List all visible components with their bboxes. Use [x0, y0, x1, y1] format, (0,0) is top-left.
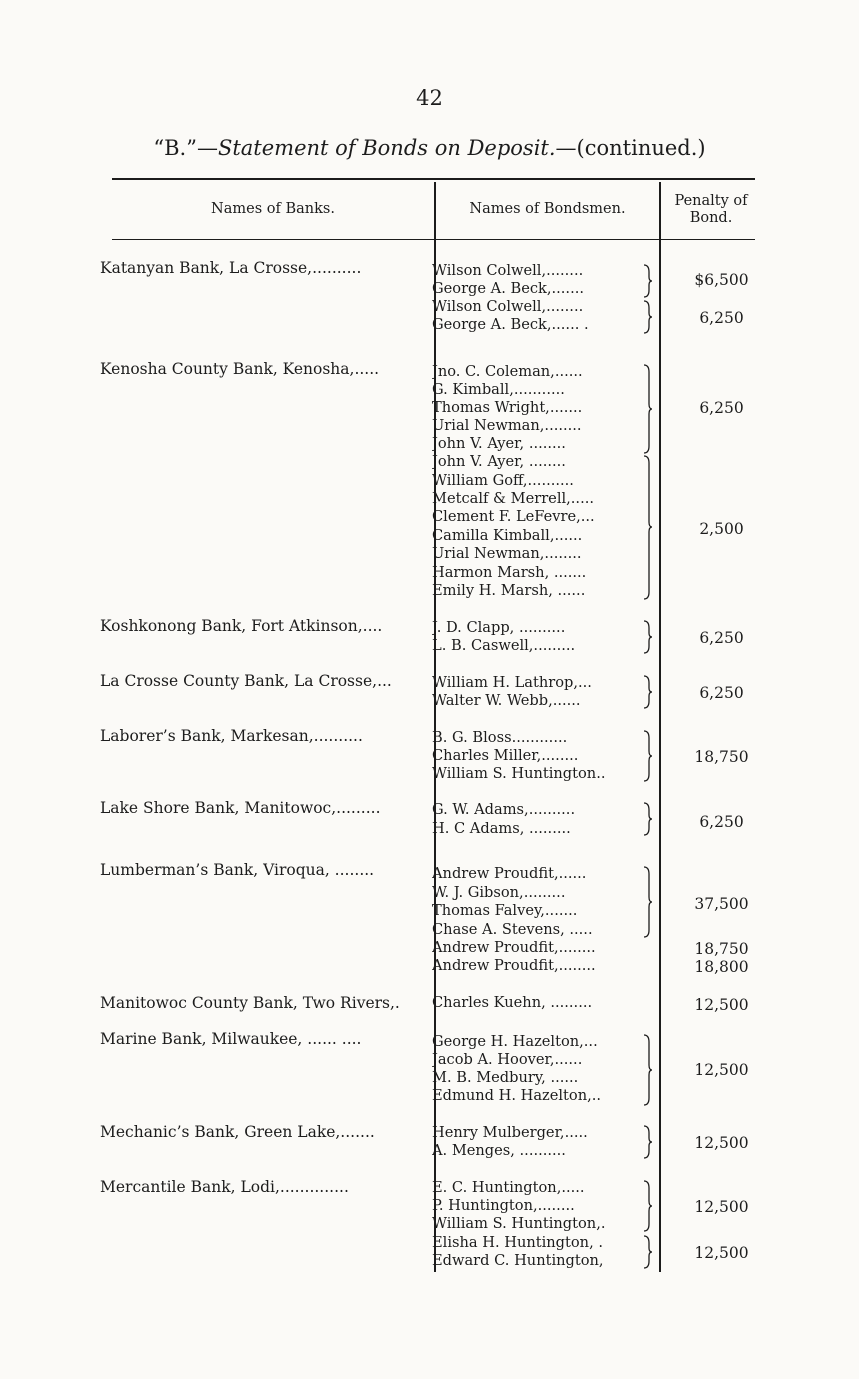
penalty-amount: 18,750: [694, 748, 749, 766]
bank-name: Manitowoc County Bank, Two Rivers,.: [100, 994, 400, 1012]
bondsman-name: Andrew Proudfit,........: [432, 957, 596, 974]
bondsman-name: George A. Beck,.......: [432, 280, 584, 297]
bondsman-name: B. G. Bloss............: [432, 729, 568, 746]
bondsman-name: George H. Hazelton,...: [432, 1033, 598, 1050]
bondsman-name: John V. Ayer, ........: [432, 435, 566, 452]
brace-icon: [641, 1235, 653, 1269]
bondsman-name: Walter W. Webb,......: [432, 692, 581, 709]
bondsman-name: William S. Huntington..: [432, 765, 606, 782]
bondsman-name: Edmund H. Hazelton,..: [432, 1087, 602, 1104]
penalty-amount: 6,250: [699, 684, 744, 702]
header-penalty-line2: Bond.: [689, 210, 733, 226]
bondsman-name: Urial Newman,........: [432, 417, 582, 434]
bank-name: La Crosse County Bank, La Crosse,...: [100, 672, 392, 690]
bondsman-name: Camilla Kimball,......: [432, 527, 583, 544]
penalty-amount: 18,750: [694, 940, 749, 958]
penalty-amount: 37,500: [694, 895, 749, 913]
penalty-amount: 6,250: [699, 309, 744, 327]
bondsman-name: Andrew Proudfit,........: [432, 939, 596, 956]
bondsman-name: Thomas Wright,.......: [432, 399, 583, 416]
bondsman-name: H. C Adams, .........: [432, 820, 571, 837]
brace-icon: [641, 1180, 653, 1232]
brace-icon: [641, 300, 653, 334]
bondsman-name: A. Menges, ..........: [432, 1142, 566, 1159]
page-title: [0, 136, 859, 160]
bondsman-name: Harmon Marsh, .......: [432, 564, 587, 581]
brace-icon: [641, 1125, 653, 1159]
header-penalty: [661, 193, 761, 227]
brace-icon: [641, 730, 653, 782]
penalty-amount: 6,250: [699, 399, 744, 417]
bondsman-name: J. D. Clapp, ..........: [432, 619, 566, 636]
bank-name: Laborer’s Bank, Markesan,..........: [100, 727, 363, 745]
bondsman-name: William H. Lathrop,...: [432, 674, 592, 691]
header-bondsmen: Names of Bondsmen.: [469, 201, 626, 217]
bondsman-name: John V. Ayer, ........: [432, 453, 566, 470]
bondsman-name: P. Huntington,........: [432, 1197, 575, 1214]
brace-icon: [641, 1034, 653, 1106]
bondsman-name: William Goff,..........: [432, 472, 574, 489]
bondsman-name: Charles Miller,........: [432, 747, 579, 764]
column-divider-right: [659, 182, 661, 1272]
bondsman-name: G. Kimball,...........: [432, 381, 565, 398]
brace-icon: [641, 620, 653, 654]
bondsman-name: Elisha H. Huntington, .: [432, 1234, 603, 1251]
bank-name: Marine Bank, Milwaukee, ...... ....: [100, 1030, 362, 1048]
penalty-amount: 6,250: [699, 629, 744, 647]
bondsman-name: Andrew Proudfit,......: [432, 865, 587, 882]
brace-icon: [641, 364, 653, 454]
bondsman-name: Charles Kuehn, .........: [432, 994, 593, 1011]
bondsman-name: Chase A. Stevens, .....: [432, 921, 593, 938]
bondsman-name: G. W. Adams,..........: [432, 801, 576, 818]
bondsman-name: Clement F. LeFevre,...: [432, 508, 595, 525]
bank-name: Kenosha County Bank, Kenosha,.....: [100, 360, 380, 378]
bondsman-name: Jno. C. Coleman,......: [432, 363, 583, 380]
bondsman-name: George A. Beck,...... .: [432, 316, 589, 333]
penalty-amount: 18,800: [694, 958, 749, 976]
column-divider-left: [434, 182, 436, 1272]
bank-name: Mercantile Bank, Lodi,..............: [100, 1178, 349, 1196]
bondsman-name: E. C. Huntington,.....: [432, 1179, 585, 1196]
bondsman-name: Wilson Colwell,........: [432, 298, 584, 315]
bondsman-name: Metcalf & Merrell,.....: [432, 490, 594, 507]
header-penalty-line1: Penalty of: [674, 193, 748, 209]
title-suffix: —(continued.): [555, 136, 706, 160]
brace-icon: [641, 264, 653, 298]
brace-icon: [641, 675, 653, 709]
penalty-amount: 12,500: [694, 1134, 749, 1152]
bank-name: Lake Shore Bank, Manitowoc,.........: [100, 799, 381, 817]
bank-name: Katanyan Bank, La Crosse,..........: [100, 259, 362, 277]
bank-name: Mechanic’s Bank, Green Lake,.......: [100, 1123, 375, 1141]
bondsman-name: M. B. Medbury, ......: [432, 1069, 579, 1086]
bondsman-name: L. B. Caswell,.........: [432, 637, 576, 654]
bank-name: Koshkonong Bank, Fort Atkinson,....: [100, 617, 383, 635]
header-banks: Names of Banks.: [211, 201, 335, 217]
brace-icon: [641, 802, 653, 836]
brace-icon: [641, 866, 653, 938]
bondsman-name: Edward C. Huntington,: [432, 1252, 604, 1269]
brace-icon: [641, 455, 653, 600]
penalty-amount: $6,500: [694, 271, 749, 289]
penalty-amount: 12,500: [694, 996, 749, 1014]
bondsman-name: Urial Newman,........: [432, 545, 582, 562]
page-number: 42: [416, 86, 443, 110]
bondsman-name: William S. Huntington,.: [432, 1215, 606, 1232]
penalty-amount: 2,500: [699, 520, 744, 538]
bank-name: Lumberman’s Bank, Viroqua, ........: [100, 861, 375, 879]
penalty-amount: 12,500: [694, 1244, 749, 1262]
bondsman-name: W. J. Gibson,.........: [432, 884, 566, 901]
bondsman-name: Wilson Colwell,........: [432, 262, 584, 279]
bondsman-name: Thomas Falvey,.......: [432, 902, 578, 919]
penalty-amount: 6,250: [699, 813, 744, 831]
title-prefix: “B.”—: [153, 136, 218, 160]
top-rule: [112, 178, 755, 180]
penalty-amount: 12,500: [694, 1198, 749, 1216]
title-italic: Statement of Bonds on Deposit.: [217, 136, 556, 160]
penalty-amount: 12,500: [694, 1061, 749, 1079]
bondsman-name: Jacob A. Hoover,......: [432, 1051, 583, 1068]
bondsman-name: Henry Mulberger,.....: [432, 1124, 588, 1141]
bondsman-name: Emily H. Marsh, ......: [432, 582, 586, 599]
